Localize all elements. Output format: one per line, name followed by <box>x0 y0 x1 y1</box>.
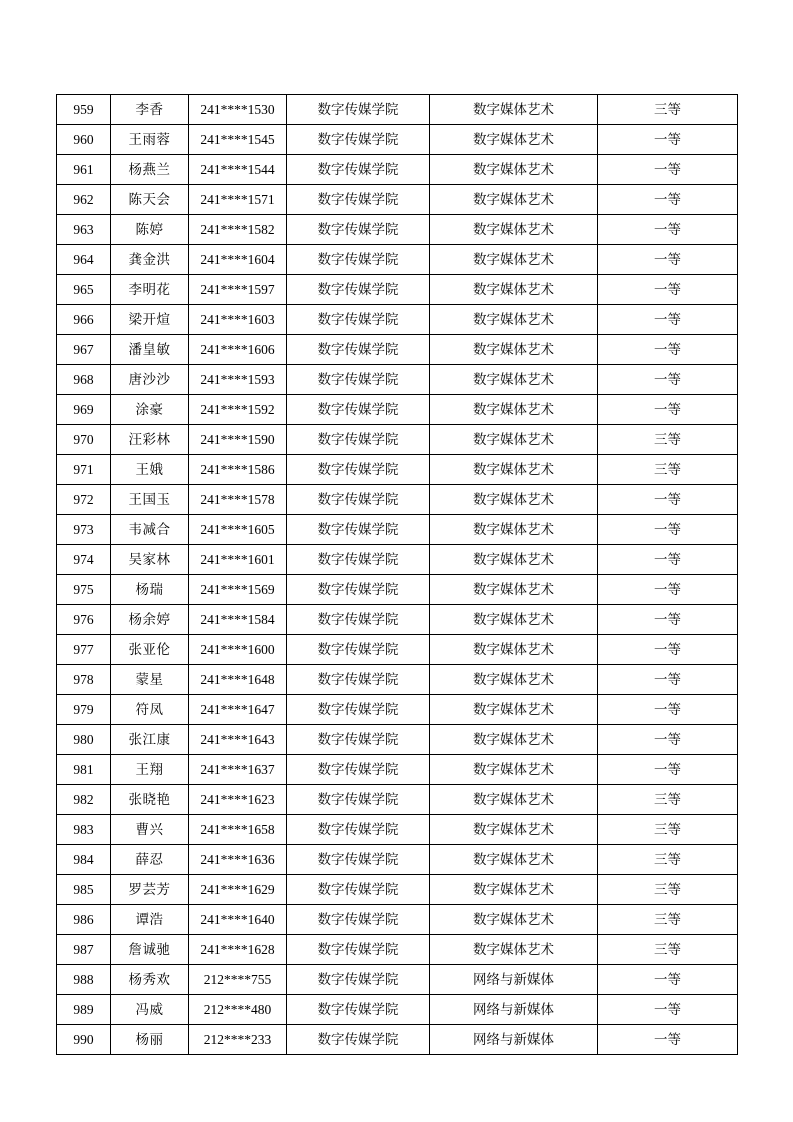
row-major: 数字媒体艺术 <box>430 335 598 365</box>
row-major: 数字媒体艺术 <box>430 725 598 755</box>
table-row <box>57 905 738 935</box>
row-student-name: 涂豪 <box>111 395 189 425</box>
row-award-level: 一等 <box>598 605 738 635</box>
row-award-level: 三等 <box>598 905 738 935</box>
row-major: 数字媒体艺术 <box>430 245 598 275</box>
row-award-level: 一等 <box>598 335 738 365</box>
table-row <box>57 155 738 185</box>
row-student-name: 张晓艳 <box>111 785 189 815</box>
row-id-number: 241****1600 <box>189 635 287 665</box>
row-major: 数字媒体艺术 <box>430 665 598 695</box>
table-row <box>57 575 738 605</box>
row-college: 数字传媒学院 <box>287 635 430 665</box>
row-id-number: 241****1571 <box>189 185 287 215</box>
table-row <box>57 785 738 815</box>
table-row <box>57 395 738 425</box>
row-student-name: 杨余婷 <box>111 605 189 635</box>
row-major: 数字媒体艺术 <box>430 485 598 515</box>
row-serial-number: 970 <box>57 425 111 455</box>
row-serial-number: 980 <box>57 725 111 755</box>
row-id-number: 241****1544 <box>189 155 287 185</box>
row-id-number: 212****480 <box>189 995 287 1025</box>
row-college: 数字传媒学院 <box>287 155 430 185</box>
row-serial-number: 964 <box>57 245 111 275</box>
row-award-level: 一等 <box>598 185 738 215</box>
row-college: 数字传媒学院 <box>287 515 430 545</box>
row-id-number: 241****1586 <box>189 455 287 485</box>
row-college: 数字传媒学院 <box>287 185 430 215</box>
row-college: 数字传媒学院 <box>287 335 430 365</box>
row-college: 数字传媒学院 <box>287 995 430 1025</box>
row-award-level: 三等 <box>598 95 738 125</box>
row-award-level: 一等 <box>598 305 738 335</box>
row-serial-number: 973 <box>57 515 111 545</box>
row-college: 数字传媒学院 <box>287 1025 430 1055</box>
row-award-level: 一等 <box>598 365 738 395</box>
row-award-level: 一等 <box>598 635 738 665</box>
row-award-level: 一等 <box>598 995 738 1025</box>
table-body <box>57 95 738 1055</box>
row-id-number: 241****1584 <box>189 605 287 635</box>
row-id-number: 241****1637 <box>189 755 287 785</box>
row-student-name: 王国玉 <box>111 485 189 515</box>
row-serial-number: 985 <box>57 875 111 905</box>
row-award-level: 一等 <box>598 1025 738 1055</box>
table-row <box>57 425 738 455</box>
row-serial-number: 972 <box>57 485 111 515</box>
row-major: 数字媒体艺术 <box>430 365 598 395</box>
row-id-number: 241****1647 <box>189 695 287 725</box>
row-student-name: 冯威 <box>111 995 189 1025</box>
table-row <box>57 245 738 275</box>
row-student-name: 詹诚驰 <box>111 935 189 965</box>
table-row <box>57 665 738 695</box>
row-id-number: 241****1640 <box>189 905 287 935</box>
row-major: 数字媒体艺术 <box>430 515 598 545</box>
row-serial-number: 969 <box>57 395 111 425</box>
row-id-number: 241****1643 <box>189 725 287 755</box>
row-award-level: 一等 <box>598 215 738 245</box>
row-college: 数字传媒学院 <box>287 845 430 875</box>
table-row <box>57 965 738 995</box>
row-student-name: 陈婷 <box>111 215 189 245</box>
row-award-level: 一等 <box>598 155 738 185</box>
table-row <box>57 125 738 155</box>
row-major: 数字媒体艺术 <box>430 845 598 875</box>
row-student-name: 汪彩林 <box>111 425 189 455</box>
row-serial-number: 984 <box>57 845 111 875</box>
row-college: 数字传媒学院 <box>287 455 430 485</box>
row-id-number: 241****1604 <box>189 245 287 275</box>
row-serial-number: 987 <box>57 935 111 965</box>
row-major: 网络与新媒体 <box>430 995 598 1025</box>
row-college: 数字传媒学院 <box>287 545 430 575</box>
row-college: 数字传媒学院 <box>287 245 430 275</box>
row-student-name: 李香 <box>111 95 189 125</box>
table-row <box>57 365 738 395</box>
row-serial-number: 959 <box>57 95 111 125</box>
table-row <box>57 485 738 515</box>
row-college: 数字传媒学院 <box>287 125 430 155</box>
row-id-number: 241****1603 <box>189 305 287 335</box>
row-college: 数字传媒学院 <box>287 215 430 245</box>
row-major: 数字媒体艺术 <box>430 785 598 815</box>
row-serial-number: 974 <box>57 545 111 575</box>
row-serial-number: 986 <box>57 905 111 935</box>
table-row <box>57 275 738 305</box>
row-college: 数字传媒学院 <box>287 275 430 305</box>
row-id-number: 241****1592 <box>189 395 287 425</box>
table-row <box>57 815 738 845</box>
row-student-name: 罗芸芳 <box>111 875 189 905</box>
row-college: 数字传媒学院 <box>287 605 430 635</box>
row-award-level: 一等 <box>598 125 738 155</box>
row-id-number: 241****1578 <box>189 485 287 515</box>
row-id-number: 241****1530 <box>189 95 287 125</box>
row-college: 数字传媒学院 <box>287 935 430 965</box>
row-college: 数字传媒学院 <box>287 365 430 395</box>
row-student-name: 王雨蓉 <box>111 125 189 155</box>
row-major: 数字媒体艺术 <box>430 635 598 665</box>
row-serial-number: 960 <box>57 125 111 155</box>
row-award-level: 一等 <box>598 575 738 605</box>
row-award-level: 三等 <box>598 845 738 875</box>
row-college: 数字传媒学院 <box>287 395 430 425</box>
row-id-number: 241****1590 <box>189 425 287 455</box>
row-award-level: 一等 <box>598 965 738 995</box>
row-student-name: 唐沙沙 <box>111 365 189 395</box>
row-major: 数字媒体艺术 <box>430 215 598 245</box>
row-id-number: 241****1648 <box>189 665 287 695</box>
row-award-level: 三等 <box>598 455 738 485</box>
row-major: 数字媒体艺术 <box>430 185 598 215</box>
row-major: 数字媒体艺术 <box>430 815 598 845</box>
row-major: 数字媒体艺术 <box>430 905 598 935</box>
row-serial-number: 981 <box>57 755 111 785</box>
row-serial-number: 966 <box>57 305 111 335</box>
row-id-number: 241****1636 <box>189 845 287 875</box>
row-college: 数字传媒学院 <box>287 665 430 695</box>
row-award-level: 一等 <box>598 755 738 785</box>
table-row <box>57 635 738 665</box>
row-student-name: 曹兴 <box>111 815 189 845</box>
row-college: 数字传媒学院 <box>287 305 430 335</box>
row-serial-number: 967 <box>57 335 111 365</box>
table-row <box>57 695 738 725</box>
row-student-name: 杨燕兰 <box>111 155 189 185</box>
row-major: 网络与新媒体 <box>430 1025 598 1055</box>
row-id-number: 241****1606 <box>189 335 287 365</box>
row-award-level: 三等 <box>598 425 738 455</box>
row-major: 数字媒体艺术 <box>430 875 598 905</box>
row-student-name: 吴家林 <box>111 545 189 575</box>
row-serial-number: 968 <box>57 365 111 395</box>
row-college: 数字传媒学院 <box>287 965 430 995</box>
row-serial-number: 975 <box>57 575 111 605</box>
row-student-name: 张亚伦 <box>111 635 189 665</box>
table-row <box>57 335 738 365</box>
row-serial-number: 962 <box>57 185 111 215</box>
row-serial-number: 978 <box>57 665 111 695</box>
row-serial-number: 976 <box>57 605 111 635</box>
row-student-name: 王翔 <box>111 755 189 785</box>
table-row <box>57 215 738 245</box>
row-award-level: 一等 <box>598 725 738 755</box>
row-award-level: 一等 <box>598 545 738 575</box>
table-row <box>57 605 738 635</box>
row-major: 数字媒体艺术 <box>430 605 598 635</box>
row-award-level: 三等 <box>598 875 738 905</box>
row-major: 数字媒体艺术 <box>430 155 598 185</box>
row-major: 数字媒体艺术 <box>430 755 598 785</box>
table-row <box>57 845 738 875</box>
row-major: 数字媒体艺术 <box>430 545 598 575</box>
row-student-name: 谭浩 <box>111 905 189 935</box>
row-student-name: 符凤 <box>111 695 189 725</box>
row-award-level: 一等 <box>598 665 738 695</box>
row-student-name: 韦减合 <box>111 515 189 545</box>
row-student-name: 杨瑞 <box>111 575 189 605</box>
table-row <box>57 935 738 965</box>
row-college: 数字传媒学院 <box>287 755 430 785</box>
table-row <box>57 545 738 575</box>
row-id-number: 241****1658 <box>189 815 287 845</box>
row-major: 数字媒体艺术 <box>430 425 598 455</box>
row-major: 数字媒体艺术 <box>430 395 598 425</box>
row-college: 数字传媒学院 <box>287 785 430 815</box>
row-id-number: 241****1582 <box>189 215 287 245</box>
row-major: 数字媒体艺术 <box>430 95 598 125</box>
table-row <box>57 1025 738 1055</box>
row-student-name: 李明花 <box>111 275 189 305</box>
row-serial-number: 971 <box>57 455 111 485</box>
row-serial-number: 977 <box>57 635 111 665</box>
row-serial-number: 963 <box>57 215 111 245</box>
row-award-level: 一等 <box>598 245 738 275</box>
row-serial-number: 983 <box>57 815 111 845</box>
row-college: 数字传媒学院 <box>287 485 430 515</box>
row-major: 数字媒体艺术 <box>430 935 598 965</box>
row-id-number: 241****1629 <box>189 875 287 905</box>
row-student-name: 王娥 <box>111 455 189 485</box>
row-serial-number: 965 <box>57 275 111 305</box>
row-major: 数字媒体艺术 <box>430 125 598 155</box>
row-college: 数字传媒学院 <box>287 905 430 935</box>
row-student-name: 杨丽 <box>111 1025 189 1055</box>
row-award-level: 三等 <box>598 785 738 815</box>
row-major: 数字媒体艺术 <box>430 695 598 725</box>
row-college: 数字传媒学院 <box>287 575 430 605</box>
row-student-name: 潘皇敏 <box>111 335 189 365</box>
row-award-level: 一等 <box>598 515 738 545</box>
row-student-name: 龚金洪 <box>111 245 189 275</box>
row-college: 数字传媒学院 <box>287 425 430 455</box>
row-major: 网络与新媒体 <box>430 965 598 995</box>
row-serial-number: 989 <box>57 995 111 1025</box>
table-row <box>57 185 738 215</box>
row-award-level: 一等 <box>598 275 738 305</box>
row-student-name: 蒙星 <box>111 665 189 695</box>
row-serial-number: 979 <box>57 695 111 725</box>
row-id-number: 241****1601 <box>189 545 287 575</box>
row-id-number: 241****1593 <box>189 365 287 395</box>
row-major: 数字媒体艺术 <box>430 275 598 305</box>
row-college: 数字传媒学院 <box>287 695 430 725</box>
table-row <box>57 515 738 545</box>
table-row <box>57 95 738 125</box>
award-roster-table <box>56 94 738 1055</box>
row-serial-number: 961 <box>57 155 111 185</box>
row-award-level: 三等 <box>598 815 738 845</box>
row-id-number: 241****1597 <box>189 275 287 305</box>
row-award-level: 三等 <box>598 935 738 965</box>
row-student-name: 杨秀欢 <box>111 965 189 995</box>
row-student-name: 陈天会 <box>111 185 189 215</box>
table-row <box>57 755 738 785</box>
row-serial-number: 988 <box>57 965 111 995</box>
table-row <box>57 875 738 905</box>
row-serial-number: 990 <box>57 1025 111 1055</box>
row-id-number: 241****1605 <box>189 515 287 545</box>
row-id-number: 241****1545 <box>189 125 287 155</box>
row-college: 数字传媒学院 <box>287 875 430 905</box>
table-row <box>57 725 738 755</box>
row-id-number: 212****233 <box>189 1025 287 1055</box>
row-award-level: 一等 <box>598 695 738 725</box>
row-id-number: 241****1628 <box>189 935 287 965</box>
row-id-number: 212****755 <box>189 965 287 995</box>
row-serial-number: 982 <box>57 785 111 815</box>
row-major: 数字媒体艺术 <box>430 575 598 605</box>
row-student-name: 梁开煊 <box>111 305 189 335</box>
row-award-level: 一等 <box>598 485 738 515</box>
row-award-level: 一等 <box>598 395 738 425</box>
table-row <box>57 455 738 485</box>
row-student-name: 薛忍 <box>111 845 189 875</box>
row-college: 数字传媒学院 <box>287 725 430 755</box>
row-id-number: 241****1569 <box>189 575 287 605</box>
row-major: 数字媒体艺术 <box>430 305 598 335</box>
row-id-number: 241****1623 <box>189 785 287 815</box>
row-college: 数字传媒学院 <box>287 95 430 125</box>
row-student-name: 张江康 <box>111 725 189 755</box>
row-college: 数字传媒学院 <box>287 815 430 845</box>
table-row <box>57 995 738 1025</box>
table-row <box>57 305 738 335</box>
row-major: 数字媒体艺术 <box>430 455 598 485</box>
